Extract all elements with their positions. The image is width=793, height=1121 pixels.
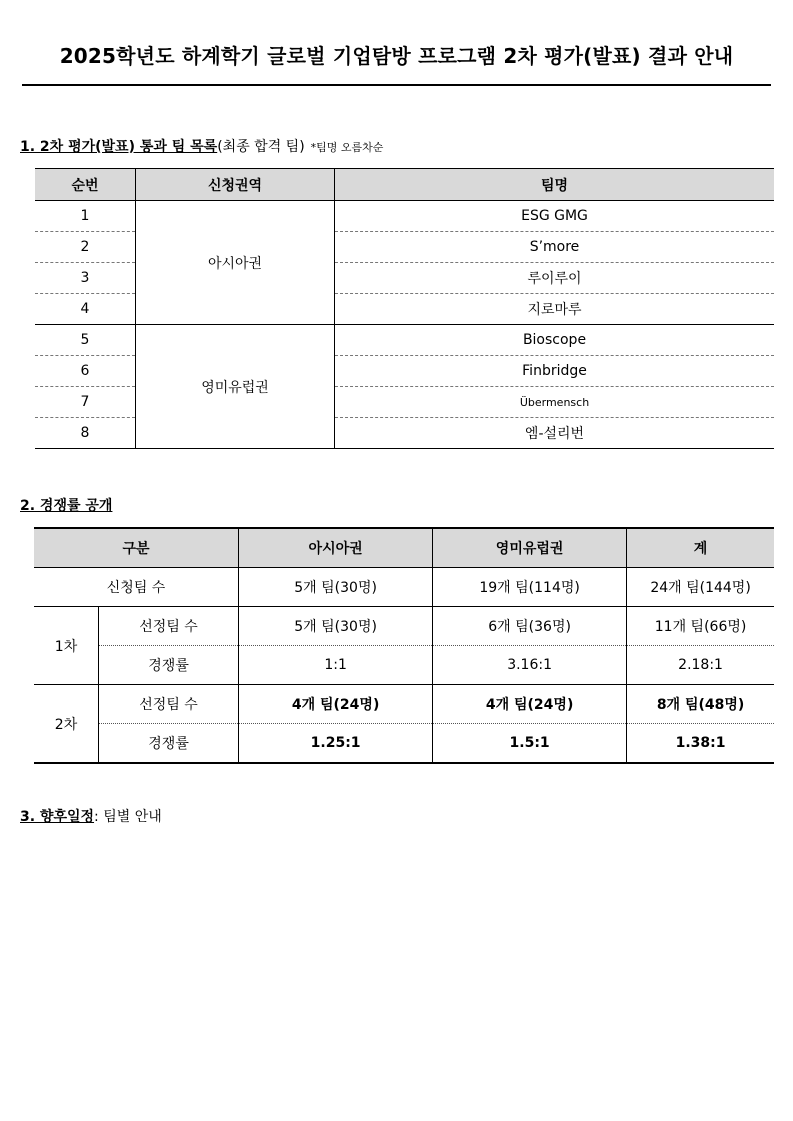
- section1-extra: (최종 합격 팀): [217, 139, 305, 155]
- row-no: 4: [35, 294, 136, 325]
- page-title: 2025학년도 하계학기 글로벌 기업탐방 프로그램 2차 평가(발표) 결과 안내: [59, 44, 734, 68]
- header-no: 순번: [35, 169, 136, 201]
- row-label: 신청팀 수: [34, 568, 239, 607]
- table-row: [34, 646, 774, 685]
- team-name: 엠-설리번: [335, 418, 775, 449]
- team-name: S’more: [335, 232, 775, 263]
- section2-heading: [20, 495, 112, 515]
- table-row: [35, 325, 774, 356]
- cell-value: 1.25:1: [239, 724, 433, 764]
- cell-value: 4개 팀(24명): [239, 685, 433, 724]
- round-label: 2차: [34, 685, 99, 764]
- row-no: 3: [35, 263, 136, 294]
- team-name: 루이루이: [335, 263, 775, 294]
- cell-value: 1:1: [239, 646, 433, 685]
- team-name: 지로마루: [335, 294, 775, 325]
- team-name: Bioscope: [335, 325, 775, 356]
- row-no: 7: [35, 387, 136, 418]
- row-label: 경쟁률: [99, 724, 239, 764]
- cell-value: 24개 팀(144명): [627, 568, 774, 607]
- section1-note: *팀명 오름차순: [310, 141, 384, 154]
- cell-value: 19개 팀(114명): [433, 568, 627, 607]
- table-header-row: [35, 169, 774, 201]
- section3-heading: [20, 806, 162, 826]
- table-header-row: [34, 528, 774, 568]
- row-no: 5: [35, 325, 136, 356]
- header-category: 구분: [34, 528, 239, 568]
- header-region: 신청권역: [136, 169, 335, 201]
- table-row: [34, 685, 774, 724]
- section3-title: 3. 향후일정: [20, 809, 95, 825]
- cell-value: 8개 팀(48명): [627, 685, 774, 724]
- passed-teams-table: [35, 168, 774, 449]
- table-row: [34, 568, 774, 607]
- team-name: Finbridge: [335, 356, 775, 387]
- cell-value: 1.5:1: [433, 724, 627, 764]
- table-row: [34, 607, 774, 646]
- row-label: 선정팀 수: [99, 607, 239, 646]
- competition-rate-table: [34, 527, 774, 764]
- section1-heading: [20, 136, 383, 156]
- section1-title: 1. 2차 평가(발표) 통과 팀 목록: [20, 139, 218, 155]
- header-total: 계: [627, 528, 774, 568]
- cell-value: 11개 팀(66명): [627, 607, 774, 646]
- cell-value: 1.38:1: [627, 724, 774, 764]
- row-no: 1: [35, 201, 136, 232]
- cell-value: 2.18:1: [627, 646, 774, 685]
- round-label: 1차: [34, 607, 99, 685]
- table-row: [35, 201, 774, 232]
- row-no: 8: [35, 418, 136, 449]
- region-cell: 아시아권: [136, 201, 335, 325]
- cell-value: 5개 팀(30명): [239, 568, 433, 607]
- title-divider: [22, 84, 771, 86]
- header-asia: 아시아권: [239, 528, 433, 568]
- cell-value: 5개 팀(30명): [239, 607, 433, 646]
- header-euro: 영미유럽권: [433, 528, 627, 568]
- team-name: ESG GMG: [335, 201, 775, 232]
- table-row: [34, 724, 774, 764]
- cell-value: 4개 팀(24명): [433, 685, 627, 724]
- region-cell: 영미유럽권: [136, 325, 335, 449]
- section3-text: : 팀별 안내: [94, 809, 162, 825]
- row-no: 6: [35, 356, 136, 387]
- row-label: 경쟁률: [99, 646, 239, 685]
- section2-title: 2. 경쟁률 공개: [20, 498, 113, 514]
- header-team: 팀명: [335, 169, 775, 201]
- row-label: 선정팀 수: [99, 685, 239, 724]
- row-no: 2: [35, 232, 136, 263]
- team-name: Übermensch: [335, 387, 775, 418]
- cell-value: 3.16:1: [433, 646, 627, 685]
- cell-value: 6개 팀(36명): [433, 607, 627, 646]
